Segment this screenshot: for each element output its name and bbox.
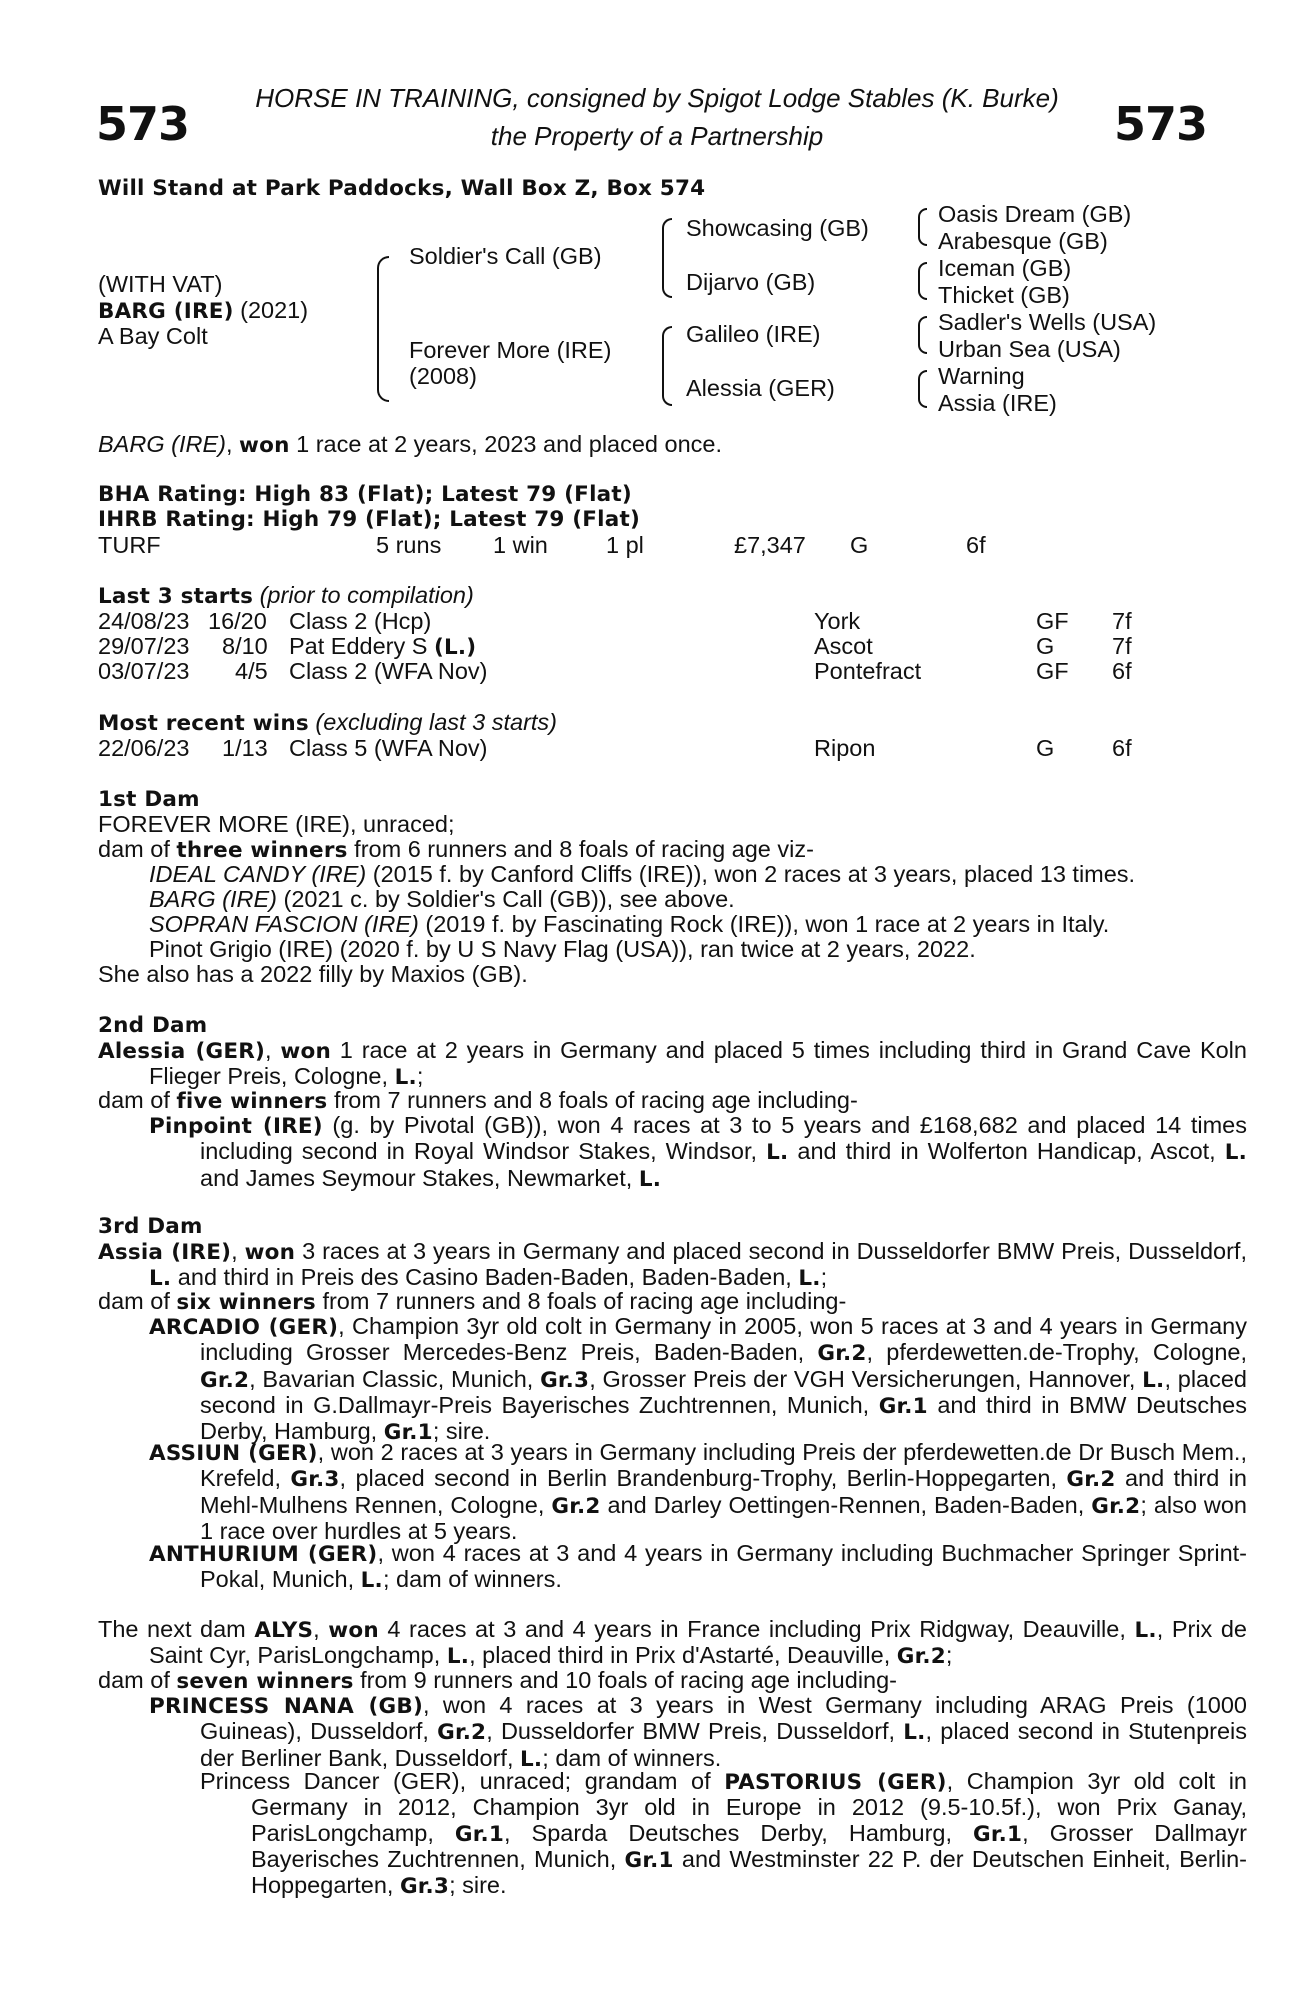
first-dam-produce-line <box>98 837 814 863</box>
grade: Gr.3 <box>399 1874 450 1900</box>
produce-text: ; dam of winners. <box>542 1744 722 1771</box>
start-date: 24/08/23 <box>98 608 190 634</box>
grade: L. <box>1224 1140 1247 1166</box>
dam-of-label: dam of <box>98 1087 177 1113</box>
start-distance: 6f <box>1112 658 1132 684</box>
horse-name: BARG (IRE) <box>98 299 234 324</box>
recent-wins-heading <box>98 710 557 736</box>
sire-dam: Dijarvo (GB) <box>686 269 816 295</box>
produce-entry <box>200 1769 1247 1899</box>
winners-count: six winners <box>176 1290 316 1315</box>
produce-text: ; dam of winners. <box>382 1566 562 1593</box>
pedigree-brace <box>377 256 389 402</box>
produce-name: PASTORIUS (GER) <box>724 1770 947 1795</box>
grade: Gr.1 <box>878 1393 928 1419</box>
produce-text: and James Seymour Stakes, Newmarket, <box>200 1164 639 1191</box>
grade: L. <box>520 1746 543 1772</box>
produce-entry <box>149 1541 1247 1594</box>
start-course: York <box>814 608 861 634</box>
stand-location: Will Stand at Park Paddocks, Wall Box Z, Box 574 <box>98 176 706 201</box>
win-race: Class 5 (WFA Nov) <box>289 735 488 761</box>
start-race-listed: (L.) <box>434 635 477 660</box>
dam-name: ALYS <box>254 1618 314 1643</box>
next-dam-label: The next dam <box>98 1616 255 1642</box>
start-race: Class 2 (Hcp) <box>289 608 432 634</box>
winners-count: three winners <box>176 838 348 863</box>
produce-text: (g. by Pivotal (GB)), won 4 races at 3 to 5 years and £168,682 and placed 14 times including second in Royal Windsor Stakes, Windsor, <box>200 1112 1247 1165</box>
dam-of-label: dam of <box>98 1667 177 1693</box>
start-race <box>289 634 476 660</box>
ggp-brace-3 <box>918 316 927 354</box>
produce-text: and third in Mehl-Mulhens Rennen, Cologne, <box>200 1465 1247 1518</box>
grade: Gr.1 <box>383 1420 433 1446</box>
won-label: won <box>280 1039 331 1064</box>
recent-wins-note: (excluding last 3 starts) <box>315 709 557 735</box>
sire-sire: Showcasing (GB) <box>686 215 869 241</box>
summary-rest: 1 race at 2 years, 2023 and placed once. <box>289 431 723 457</box>
dam-record-text: 1 race at 2 years in Germany and placed 5 times including third in Grand Cave Koln Flieger Preis, Cologne, <box>149 1037 1247 1090</box>
next-dam-produce-line <box>98 1668 897 1694</box>
third-dam-produce-line <box>98 1289 846 1315</box>
grade: L. <box>903 1720 926 1746</box>
turf-wins: 1 win <box>493 532 548 558</box>
grade: L. <box>360 1568 383 1594</box>
produce-text: , Champion 3yr old colt in Germany in 2012, Champion 3yr old in Europe in 2012 (9.5-10.5f.), won Prix Ganay, ParisLongchamp, <box>251 1768 1247 1846</box>
next-dam-record: The next dam ALYS, won 4 races at 3 and 4 years in France including Prix Ridgway, Deauville, L., Prix de Saint Cyr, ParisLongchamp, L., placed third in Prix d'Astarté, Deauville, Gr.2; <box>98 1616 1248 1670</box>
ggp-brace-1 <box>918 208 927 246</box>
horse-name-line <box>98 298 308 324</box>
winners-count: five winners <box>176 1089 328 1114</box>
dam-record-text: , Prix de Saint Cyr, ParisLongchamp, <box>149 1616 1248 1669</box>
produce-text: , Sparda Deutsches Derby, Hamburg, <box>504 1819 974 1846</box>
ggp-2: Arabesque (GB) <box>938 228 1108 254</box>
dam-brace <box>662 326 672 406</box>
lot-number-right: 573 <box>1114 97 1208 151</box>
produce-name: ARCADIO (GER) <box>149 1315 339 1340</box>
dam-dam: Alessia (GER) <box>686 375 835 401</box>
second-dam-produce-line <box>98 1088 858 1114</box>
ggp-brace-2 <box>918 262 927 300</box>
grade: Gr.1 <box>624 1847 674 1873</box>
start-going: GF <box>1036 658 1069 684</box>
start-date: 03/07/23 <box>98 658 190 684</box>
dam-record-text: , placed third in Prix d'Astarté, Deauville, <box>469 1642 897 1669</box>
grade: Gr.2 <box>200 1367 250 1393</box>
first-dam-line: FOREVER MORE (IRE), unraced; <box>98 811 455 837</box>
produce-text: , placed second in Stutenpreis der Berliner Bank, Dusseldorf, <box>200 1718 1248 1771</box>
produce-text: , Grosser Preis der VGH Versicherungen, Hannover, <box>589 1365 1143 1392</box>
summary-horse-name: BARG (IRE) <box>98 431 226 457</box>
produce-text: and Westminster 22 P. der Deutschen Einheit, Berlin-Hoppegarten, <box>251 1845 1247 1899</box>
last-starts-note: (prior to compilation) <box>259 582 474 608</box>
produce-text: , won 4 races at 3 years in West Germany including ARAG Preis (1000 Guineas), Dusseldorf, <box>200 1692 1247 1745</box>
vat-label: (WITH VAT) <box>98 271 223 297</box>
sire-name: Soldier's Call (GB) <box>409 243 602 269</box>
winners-count: seven winners <box>176 1669 354 1694</box>
produce-text: and third in BMW Deutsches Derby, Hamburg, <box>200 1391 1247 1445</box>
grade: L. <box>394 1065 417 1091</box>
grade: Gr.3 <box>540 1367 590 1393</box>
dam-record-text: and third in Preis des Casino Baden-Baden, Baden-Baden, <box>171 1264 799 1291</box>
grade: Gr.2 <box>896 1644 946 1670</box>
grade: Gr.1 <box>973 1821 1023 1847</box>
start-going: GF <box>1036 608 1069 634</box>
produce-text: , won 4 races at 3 and 4 years in Germany including Buchmacher Springer Sprint-Pokal, Munich, <box>200 1540 1247 1593</box>
start-position: 8/10 <box>222 633 268 659</box>
second-dam-heading: 2nd Dam <box>98 1013 208 1038</box>
won-label: won <box>244 1240 296 1265</box>
grade: Gr.2 <box>1091 1493 1141 1519</box>
start-distance: 7f <box>1112 608 1132 634</box>
produce-name: ANTHURIUM (GER) <box>149 1542 378 1567</box>
start-position: 4/5 <box>235 658 268 684</box>
produce-text: , won 2 races at 3 years in Germany including Preis der pferdewetten.de Dr Busch Mem., Krefeld, <box>200 1439 1247 1492</box>
start-going: G <box>1036 633 1055 659</box>
start-course: Pontefract <box>814 658 922 684</box>
summary-won: won <box>239 433 290 458</box>
ggp-5: Sadler's Wells (USA) <box>938 309 1157 335</box>
produce-text: , Grosser Dallmayr Bayerisches Zuchtrennen, Munich, <box>251 1819 1247 1872</box>
produce-text: , Champion 3yr old colt in Germany in 2005, won 5 races at 3 and 4 years in Germany including Grosser Mercedes-Benz Preis, Baden-Baden, <box>200 1313 1247 1366</box>
produce-entry <box>149 912 1109 937</box>
dam-of-rest: from 7 runners and 8 foals of racing age including- <box>315 1288 847 1314</box>
produce-name: PRINCESS NANA (GB) <box>149 1694 423 1719</box>
produce-text: , pferdewetten.de-Trophy, Cologne, <box>866 1339 1247 1366</box>
ggp-6: Urban Sea (USA) <box>938 336 1121 362</box>
grade: L. <box>1134 1618 1157 1643</box>
dam-name: Alessia (GER) <box>98 1039 266 1064</box>
ggp-8: Assia (IRE) <box>938 390 1057 416</box>
grade: Gr.2 <box>817 1341 867 1367</box>
grade: L. <box>766 1140 789 1166</box>
third-dam-heading: 3rd Dam <box>98 1214 203 1239</box>
start-course: Ascot <box>814 633 873 659</box>
produce-text: (2021 c. by Soldier's Call (GB)), see above. <box>276 886 735 912</box>
win-position: 1/13 <box>222 735 268 761</box>
grade: Gr.2 <box>1066 1467 1116 1493</box>
produce-text: and third in Wolferton Handicap, Ascot, <box>788 1138 1225 1165</box>
first-dam-also: She also has a 2022 filly by Maxios (GB). <box>98 961 528 987</box>
grade: Gr.2 <box>437 1720 487 1746</box>
ggp-3: Iceman (GB) <box>938 255 1072 281</box>
grade: L. <box>798 1266 821 1292</box>
turf-placed: 1 pl <box>606 532 644 558</box>
grade: Gr.2 <box>551 1493 601 1519</box>
grade: L. <box>1142 1367 1165 1393</box>
turf-going: G <box>850 532 869 558</box>
start-race-text: Pat Eddery S <box>289 633 434 659</box>
first-dam-heading: 1st Dam <box>98 787 200 812</box>
produce-name: IDEAL CANDY (IRE) <box>149 861 367 887</box>
produce-text: , Bavarian Classic, Munich, <box>249 1365 541 1392</box>
produce-text: ; also won 1 race over hurdles at 5 years. <box>200 1491 1247 1544</box>
grade: Gr.1 <box>454 1821 505 1847</box>
produce-text: , placed second in G.Dallmayr-Preis Bayerisches Zuchtrennen, Munich, <box>200 1365 1247 1418</box>
win-date: 22/06/23 <box>98 735 190 761</box>
produce-text: Princess Dancer (GER), unraced; grandam of <box>200 1768 725 1794</box>
turf-earnings: £7,347 <box>734 532 806 558</box>
dam-of-rest: from 6 runners and 8 foals of racing age viz- <box>347 836 814 862</box>
ggp-4: Thicket (GB) <box>938 282 1070 308</box>
turf-runs: 5 runs <box>376 532 442 558</box>
grade: L. <box>446 1644 470 1670</box>
produce-entry <box>149 1314 1247 1445</box>
produce-text: ; sire. <box>449 1872 507 1899</box>
grade: L. <box>638 1166 662 1192</box>
win-going: G <box>1036 735 1055 761</box>
dam-of-label: dam of <box>98 836 177 862</box>
produce-entry: Pinot Grigio (IRE) (2020 f. by U S Navy Flag (USA)), ran twice at 2 years, 2022. <box>149 936 976 962</box>
start-date: 29/07/23 <box>98 633 190 659</box>
dam-of-rest: from 9 runners and 10 foals of racing age including- <box>353 1667 898 1693</box>
start-distance: 7f <box>1112 633 1132 659</box>
ggp-7: Warning <box>938 363 1025 389</box>
horse-year: (2021) <box>240 297 309 323</box>
dam-record-text: 3 races at 3 years in Germany and placed second in Dusseldorfer BMW Preis, Dusseldorf, <box>295 1238 1247 1264</box>
horse-description: A Bay Colt <box>98 323 208 349</box>
property-line: the Property of a Partnership <box>490 121 824 151</box>
ihrb-rating: IHRB Rating: High 79 (Flat); Latest 79 (Flat) <box>98 507 640 532</box>
last-starts-heading <box>98 583 474 609</box>
produce-text: , Dusseldorfer BMW Preis, Dusseldorf, <box>486 1718 904 1745</box>
produce-entry <box>149 862 1135 887</box>
grade: Gr.3 <box>290 1467 340 1493</box>
ggp-1: Oasis Dream (GB) <box>938 201 1132 227</box>
win-distance: 6f <box>1112 735 1132 761</box>
dam-record-text: 4 races at 3 and 4 years in France including Prix Ridgway, Deauville, <box>378 1616 1135 1642</box>
lot-number-left: 573 <box>96 97 190 151</box>
produce-text: (2015 f. by Canford Cliffs (IRE)), won 2 races at 3 years, placed 13 times. <box>366 861 1136 887</box>
start-position: 16/20 <box>208 608 267 634</box>
bha-rating: BHA Rating: High 83 (Flat); Latest 79 (Flat) <box>98 482 632 507</box>
second-dam-record: Alessia (GER), won 1 race at 2 years in Germany and placed 5 times including third in Grand Cave Koln Flieger Preis, Cologne, L.; <box>98 1037 1247 1091</box>
race-summary: BARG (IRE), won 1 race at 2 years, 2023 and placed once. <box>98 431 723 458</box>
produce-entry <box>149 1113 1247 1192</box>
grade: L. <box>149 1266 172 1292</box>
third-dam-record: Assia (IRE), won 3 races at 3 years in Germany and placed second in Dusseldorfer BMW Preis, Dusseldorf, L. and third in Preis des Casino Baden-Baden, Baden-Baden, L.; <box>98 1238 1247 1292</box>
produce-name: ASSIUN (GER) <box>149 1441 318 1466</box>
produce-text: (2019 f. by Fascinating Rock (IRE)), won 1 race at 2 years in Italy. <box>418 911 1110 937</box>
win-course: Ripon <box>814 735 876 761</box>
dam-of-rest: from 7 runners and 8 foals of racing age including- <box>327 1087 858 1113</box>
produce-text: ; sire. <box>432 1418 491 1445</box>
produce-text: , placed second in Berlin Brandenburg-Trophy, Berlin-Hoppegarten, <box>339 1465 1067 1492</box>
start-race: Class 2 (WFA Nov) <box>289 658 488 684</box>
won-label: won <box>328 1618 379 1643</box>
last-starts-title: Last 3 starts <box>98 584 254 609</box>
produce-name: SOPRAN FASCION (IRE) <box>149 911 419 937</box>
produce-name: BARG (IRE) <box>149 886 277 912</box>
dam-year: (2008) <box>409 363 477 389</box>
dam-name: Forever More (IRE) <box>409 337 612 363</box>
sire-brace <box>662 218 672 298</box>
recent-wins-title: Most recent wins <box>98 711 309 736</box>
produce-text: and Darley Oettingen-Rennen, Baden-Baden, <box>600 1491 1092 1518</box>
consignment-line: HORSE IN TRAINING, consigned by Spigot Lodge Stables (K. Burke) <box>255 83 1059 113</box>
produce-entry <box>149 1440 1247 1544</box>
dam-sire: Galileo (IRE) <box>686 321 821 347</box>
produce-entry <box>149 887 735 912</box>
turf-surface: TURF <box>98 532 161 558</box>
turf-distance: 6f <box>966 532 986 558</box>
dam-of-label: dam of <box>98 1288 177 1314</box>
produce-entry <box>149 1693 1247 1772</box>
ggp-brace-4 <box>918 370 927 408</box>
produce-name: Pinpoint (IRE) <box>149 1114 323 1139</box>
dam-name: Assia (IRE) <box>98 1240 232 1265</box>
